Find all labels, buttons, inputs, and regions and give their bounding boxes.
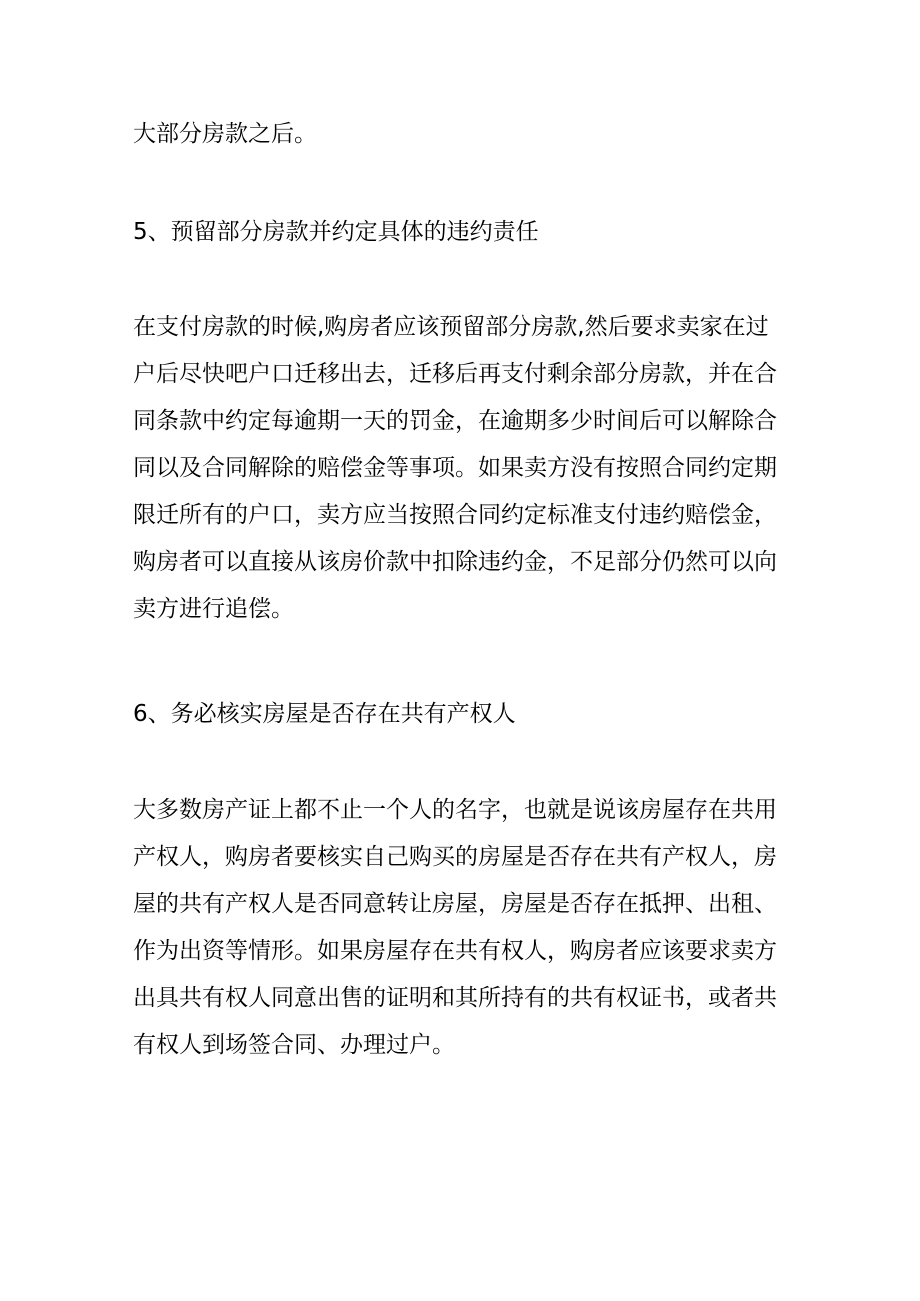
paragraph-line: 产权人，购房者要核实自己购买的房屋是否存在共有产权人，房 <box>133 844 777 870</box>
section-heading-5: 5、预留部分房款并约定具体的违约责任 <box>133 219 539 245</box>
paragraph-line: 屋的共有产权人是否同意转让房屋，房屋是否存在抵押、出租、 <box>133 891 777 917</box>
paragraph-line: 有权人到场签合同、办理过户。 <box>133 1032 455 1058</box>
paragraph-continuation: 大部分房款之后。 <box>133 121 317 147</box>
paragraph-line: 购房者可以直接从该房价款中扣除违约金，不足部分仍然可以向 <box>133 549 777 575</box>
paragraph-line: 卖方进行追偿。 <box>133 596 294 622</box>
paragraph-line: 户后尽快吧户口迁移出去，迁移后再支付剩余部分房款，并在合 <box>133 361 777 387</box>
paragraph-line: 出具共有权人同意出售的证明和其所持有的共有权证书，或者共 <box>133 985 777 1011</box>
paragraph-line: 同条款中约定每逾期一天的罚金，在逾期多少时间后可以解除合 <box>133 408 777 434</box>
paragraph-line: 在支付房款的时候,购房者应该预留部分房款,然后要求卖家在过 <box>133 314 769 340</box>
paragraph-line: 大多数房产证上都不止一个人的名字，也就是说该房屋存在共用 <box>133 797 777 823</box>
paragraph-line: 限迁所有的户口，卖方应当按照合同约定标准支付违约赔偿金， <box>133 502 777 528</box>
section-heading-6: 6、务必核实房屋是否存在共有产权人 <box>133 701 516 727</box>
paragraph-line: 作为出资等情形。如果房屋存在共有权人，购房者应该要求卖方 <box>133 938 777 964</box>
paragraph-line: 同以及合同解除的赔偿金等事项。如果卖方没有按照合同约定期 <box>133 455 777 481</box>
